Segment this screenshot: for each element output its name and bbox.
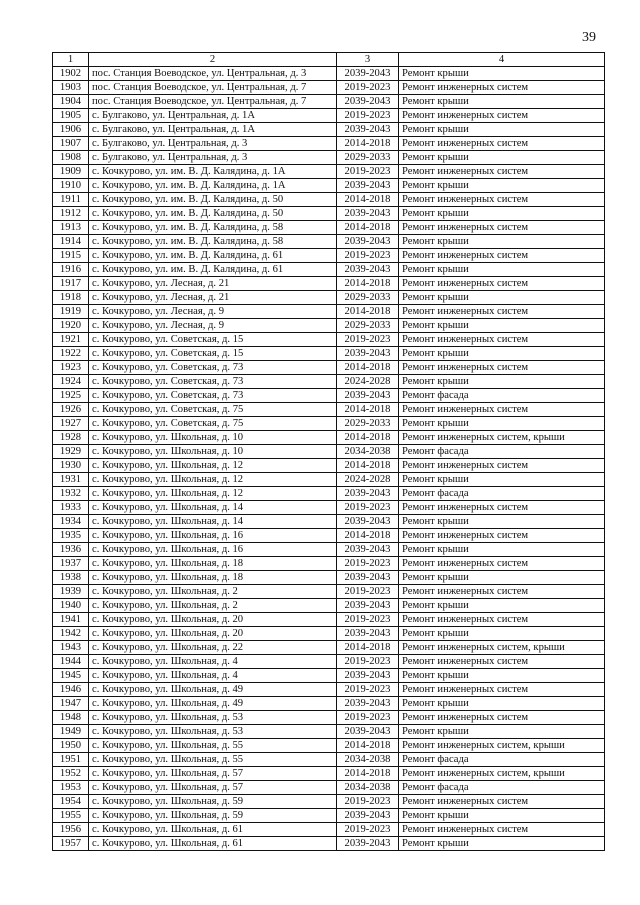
row-period: 2019-2023 [337,585,399,599]
table-row [53,291,605,305]
row-work-type: Ремонт крыши [399,627,605,641]
row-period: 2014-2018 [337,361,399,375]
row-address: пос. Станция Воеводское, ул. Центральная, д. 7 [89,81,337,95]
row-number: 1943 [53,641,89,655]
row-number: 1949 [53,725,89,739]
row-address: с. Кочкурово, ул. им. В. Д. Калядина, д. 61 [89,249,337,263]
row-period: 2039-2043 [337,697,399,711]
table-row [53,655,605,669]
row-period: 2014-2018 [337,137,399,151]
row-work-type: Ремонт крыши [399,67,605,81]
row-work-type: Ремонт крыши [399,95,605,109]
table-row [53,613,605,627]
row-address: с. Кочкурово, ул. Школьная, д. 55 [89,753,337,767]
table-row [53,389,605,403]
row-address: с. Кочкурово, ул. Лесная, д. 9 [89,305,337,319]
table-row [53,473,605,487]
row-work-type: Ремонт крыши [399,263,605,277]
row-number: 1919 [53,305,89,319]
row-number: 1936 [53,543,89,557]
table-row [53,501,605,515]
row-work-type: Ремонт инженерных систем [399,459,605,473]
header-row [53,53,605,67]
row-period: 2019-2023 [337,711,399,725]
row-address: с. Кочкурово, ул. им. В. Д. Калядина, д. 1А [89,165,337,179]
row-period: 2039-2043 [337,67,399,81]
table-row [53,627,605,641]
row-address: с. Кочкурово, ул. Школьная, д. 57 [89,781,337,795]
row-period: 2019-2023 [337,557,399,571]
row-work-type: Ремонт инженерных систем [399,655,605,669]
row-work-type: Ремонт крыши [399,599,605,613]
row-address: с. Булгаково, ул. Центральная, д. 3 [89,151,337,165]
row-work-type: Ремонт крыши [399,669,605,683]
row-number: 1951 [53,753,89,767]
row-address: с. Булгаково, ул. Центральная, д. 3 [89,137,337,151]
row-number: 1912 [53,207,89,221]
row-period: 2014-2018 [337,277,399,291]
row-address: с. Кочкурово, ул. им. В. Д. Калядина, д. 61 [89,263,337,277]
table-row [53,431,605,445]
row-address: с. Кочкурово, ул. Школьная, д. 4 [89,655,337,669]
table-row [53,375,605,389]
row-work-type: Ремонт инженерных систем [399,193,605,207]
repair-schedule-table-wrap [52,52,604,851]
row-number: 1935 [53,529,89,543]
row-period: 2014-2018 [337,739,399,753]
row-number: 1944 [53,655,89,669]
row-work-type: Ремонт инженерных систем [399,333,605,347]
row-period: 2034-2038 [337,781,399,795]
row-address: с. Кочкурово, ул. Советская, д. 73 [89,389,337,403]
table-row [53,445,605,459]
table-row [53,823,605,837]
row-number: 1934 [53,515,89,529]
repair-schedule-table [52,52,605,851]
row-work-type: Ремонт инженерных систем [399,305,605,319]
table-row [53,361,605,375]
row-address: с. Кочкурово, ул. им. В. Д. Калядина, д. 1А [89,179,337,193]
table-row [53,837,605,851]
table-row [53,263,605,277]
row-work-type: Ремонт инженерных систем [399,361,605,375]
row-address: с. Кочкурово, ул. Школьная, д. 53 [89,711,337,725]
row-period: 2014-2018 [337,193,399,207]
table-row [53,207,605,221]
row-work-type: Ремонт крыши [399,837,605,851]
table-row [53,669,605,683]
row-period: 2039-2043 [337,515,399,529]
row-address: с. Кочкурово, ул. Советская, д. 75 [89,417,337,431]
row-address: с. Кочкурово, ул. Школьная, д. 49 [89,697,337,711]
row-work-type: Ремонт крыши [399,151,605,165]
row-work-type: Ремонт крыши [399,725,605,739]
row-period: 2029-2033 [337,291,399,305]
row-number: 1947 [53,697,89,711]
row-address: с. Кочкурово, ул. им. В. Д. Калядина, д. 50 [89,207,337,221]
row-period: 2019-2023 [337,109,399,123]
row-work-type: Ремонт фасада [399,487,605,501]
row-work-type: Ремонт инженерных систем [399,683,605,697]
row-work-type: Ремонт крыши [399,375,605,389]
table-row [53,403,605,417]
page-number: 39 [582,30,596,45]
row-period: 2039-2043 [337,599,399,613]
table-row [53,221,605,235]
row-work-type: Ремонт крыши [399,473,605,487]
row-period: 2014-2018 [337,529,399,543]
row-address: с. Кочкурово, ул. Школьная, д. 59 [89,795,337,809]
row-period: 2039-2043 [337,123,399,137]
row-address: с. Кочкурово, ул. Школьная, д. 12 [89,459,337,473]
row-work-type: Ремонт крыши [399,809,605,823]
row-number: 1940 [53,599,89,613]
row-address: с. Кочкурово, ул. Школьная, д. 18 [89,571,337,585]
row-period: 2029-2033 [337,319,399,333]
row-number: 1922 [53,347,89,361]
row-number: 1930 [53,459,89,473]
row-address: с. Булгаково, ул. Центральная, д. 1А [89,109,337,123]
row-work-type: Ремонт инженерных систем, крыши [399,641,605,655]
table-row [53,781,605,795]
row-period: 2019-2023 [337,81,399,95]
row-number: 1933 [53,501,89,515]
row-number: 1917 [53,277,89,291]
row-number: 1937 [53,557,89,571]
row-address: с. Кочкурово, ул. Лесная, д. 21 [89,277,337,291]
row-work-type: Ремонт фасада [399,445,605,459]
row-number: 1952 [53,767,89,781]
row-work-type: Ремонт инженерных систем [399,165,605,179]
row-address: с. Кочкурово, ул. Школьная, д. 61 [89,837,337,851]
row-period: 2029-2033 [337,417,399,431]
row-number: 1929 [53,445,89,459]
row-work-type: Ремонт крыши [399,291,605,305]
row-period: 2024-2028 [337,473,399,487]
row-address: с. Кочкурово, ул. Школьная, д. 10 [89,431,337,445]
row-period: 2039-2043 [337,389,399,403]
row-work-type: Ремонт инженерных систем [399,221,605,235]
row-number: 1910 [53,179,89,193]
row-work-type: Ремонт инженерных систем [399,137,605,151]
table-row [53,571,605,585]
row-work-type: Ремонт крыши [399,123,605,137]
row-address: с. Кочкурово, ул. Школьная, д. 14 [89,501,337,515]
row-period: 2039-2043 [337,725,399,739]
row-period: 2039-2043 [337,571,399,585]
row-work-type: Ремонт крыши [399,515,605,529]
row-address: с. Кочкурово, ул. Школьная, д. 57 [89,767,337,781]
table-row [53,67,605,81]
row-work-type: Ремонт крыши [399,207,605,221]
row-period: 2019-2023 [337,655,399,669]
table-row [53,305,605,319]
row-address: с. Кочкурово, ул. Школьная, д. 53 [89,725,337,739]
row-period: 2019-2023 [337,823,399,837]
row-address: с. Кочкурово, ул. Советская, д. 15 [89,347,337,361]
row-number: 1955 [53,809,89,823]
table-row [53,459,605,473]
row-period: 2019-2023 [337,613,399,627]
table-row [53,319,605,333]
table-row [53,585,605,599]
table-row [53,557,605,571]
row-work-type: Ремонт инженерных систем [399,557,605,571]
row-period: 2039-2043 [337,95,399,109]
row-work-type: Ремонт крыши [399,543,605,557]
row-number: 1957 [53,837,89,851]
row-address: с. Кочкурово, ул. Школьная, д. 55 [89,739,337,753]
table-row [53,711,605,725]
table-row [53,137,605,151]
row-address: с. Кочкурово, ул. Советская, д. 73 [89,361,337,375]
row-number: 1932 [53,487,89,501]
row-number: 1908 [53,151,89,165]
row-address: с. Кочкурово, ул. Школьная, д. 14 [89,515,337,529]
row-work-type: Ремонт крыши [399,697,605,711]
row-number: 1911 [53,193,89,207]
row-address: с. Булгаково, ул. Центральная, д. 1А [89,123,337,137]
row-address: с. Кочкурово, ул. Школьная, д. 12 [89,487,337,501]
row-work-type: Ремонт инженерных систем [399,585,605,599]
row-number: 1927 [53,417,89,431]
row-address: с. Кочкурово, ул. Школьная, д. 2 [89,585,337,599]
row-number: 1956 [53,823,89,837]
table-body [53,67,605,851]
table-row [53,109,605,123]
table-row [53,249,605,263]
row-address: с. Кочкурово, ул. Школьная, д. 16 [89,543,337,557]
row-work-type: Ремонт инженерных систем [399,403,605,417]
column-header-work-type: 4 [399,53,605,67]
row-address: с. Кочкурово, ул. Советская, д. 75 [89,403,337,417]
row-work-type: Ремонт инженерных систем [399,823,605,837]
table-row [53,739,605,753]
row-work-type: Ремонт фасада [399,389,605,403]
row-number: 1905 [53,109,89,123]
row-period: 2014-2018 [337,459,399,473]
row-address: с. Кочкурово, ул. Школьная, д. 16 [89,529,337,543]
table-row [53,725,605,739]
row-address: с. Кочкурово, ул. Советская, д. 15 [89,333,337,347]
row-number: 1948 [53,711,89,725]
table-row [53,333,605,347]
row-number: 1909 [53,165,89,179]
row-period: 2019-2023 [337,249,399,263]
row-work-type: Ремонт инженерных систем [399,795,605,809]
row-number: 1914 [53,235,89,249]
row-number: 1913 [53,221,89,235]
table-row [53,809,605,823]
row-address: с. Кочкурово, ул. им. В. Д. Калядина, д. 58 [89,235,337,249]
row-period: 2019-2023 [337,683,399,697]
table-row [53,165,605,179]
row-number: 1946 [53,683,89,697]
row-work-type: Ремонт крыши [399,417,605,431]
table-row [53,599,605,613]
row-address: с. Кочкурово, ул. Школьная, д. 20 [89,627,337,641]
row-number: 1931 [53,473,89,487]
row-number: 1920 [53,319,89,333]
row-period: 2014-2018 [337,403,399,417]
column-header-address: 2 [89,53,337,67]
row-address: с. Кочкурово, ул. Школьная, д. 59 [89,809,337,823]
table-row [53,151,605,165]
table-row [53,543,605,557]
row-work-type: Ремонт фасада [399,753,605,767]
row-number: 1941 [53,613,89,627]
row-number: 1923 [53,361,89,375]
row-period: 2019-2023 [337,501,399,515]
table-row [53,179,605,193]
row-period: 2034-2038 [337,753,399,767]
row-work-type: Ремонт инженерных систем, крыши [399,431,605,445]
row-number: 1926 [53,403,89,417]
row-number: 1904 [53,95,89,109]
table-row [53,277,605,291]
row-address: с. Кочкурово, ул. Школьная, д. 10 [89,445,337,459]
table-row [53,487,605,501]
row-number: 1915 [53,249,89,263]
table-row [53,95,605,109]
row-number: 1924 [53,375,89,389]
row-period: 2019-2023 [337,795,399,809]
row-work-type: Ремонт крыши [399,347,605,361]
row-number: 1907 [53,137,89,151]
row-work-type: Ремонт инженерных систем, крыши [399,739,605,753]
row-number: 1954 [53,795,89,809]
table-header [53,53,605,67]
row-address: с. Кочкурово, ул. Лесная, д. 9 [89,319,337,333]
row-period: 2039-2043 [337,837,399,851]
row-address: с. Кочкурово, ул. Школьная, д. 12 [89,473,337,487]
table-row [53,193,605,207]
row-number: 1950 [53,739,89,753]
row-address: с. Кочкурово, ул. Школьная, д. 20 [89,613,337,627]
row-work-type: Ремонт фасада [399,781,605,795]
row-period: 2014-2018 [337,641,399,655]
row-period: 2039-2043 [337,235,399,249]
table-row [53,235,605,249]
row-period: 2034-2038 [337,445,399,459]
row-number: 1928 [53,431,89,445]
column-header-period: 3 [337,53,399,67]
row-period: 2039-2043 [337,207,399,221]
row-number: 1953 [53,781,89,795]
row-number: 1921 [53,333,89,347]
row-address: с. Кочкурово, ул. им. В. Д. Калядина, д. 58 [89,221,337,235]
table-row [53,417,605,431]
table-row [53,123,605,137]
row-number: 1906 [53,123,89,137]
row-work-type: Ремонт инженерных систем [399,249,605,263]
table-row [53,753,605,767]
row-work-type: Ремонт инженерных систем [399,501,605,515]
row-period: 2039-2043 [337,809,399,823]
table-row [53,515,605,529]
table-row [53,683,605,697]
table-row [53,767,605,781]
row-work-type: Ремонт крыши [399,235,605,249]
table-row [53,347,605,361]
row-period: 2039-2043 [337,347,399,361]
row-work-type: Ремонт инженерных систем [399,109,605,123]
row-period: 2039-2043 [337,669,399,683]
row-address: с. Кочкурово, ул. Школьная, д. 18 [89,557,337,571]
row-work-type: Ремонт крыши [399,571,605,585]
row-number: 1938 [53,571,89,585]
row-number: 1939 [53,585,89,599]
row-address: с. Кочкурово, ул. Школьная, д. 49 [89,683,337,697]
table-row [53,697,605,711]
table-row [53,81,605,95]
row-period: 2014-2018 [337,431,399,445]
table-row [53,529,605,543]
row-period: 2039-2043 [337,627,399,641]
row-address: с. Кочкурово, ул. Школьная, д. 2 [89,599,337,613]
row-number: 1918 [53,291,89,305]
row-period: 2014-2018 [337,305,399,319]
row-work-type: Ремонт инженерных систем [399,277,605,291]
row-period: 2019-2023 [337,333,399,347]
row-address: пос. Станция Воеводское, ул. Центральная, д. 7 [89,95,337,109]
row-period: 2014-2018 [337,221,399,235]
row-work-type: Ремонт инженерных систем [399,529,605,543]
row-address: пос. Станция Воеводское, ул. Центральная, д. 3 [89,67,337,81]
row-work-type: Ремонт инженерных систем [399,81,605,95]
row-work-type: Ремонт крыши [399,319,605,333]
row-period: 2039-2043 [337,263,399,277]
row-work-type: Ремонт инженерных систем, крыши [399,767,605,781]
row-address: с. Кочкурово, ул. Советская, д. 73 [89,375,337,389]
row-period: 2019-2023 [337,165,399,179]
row-address: с. Кочкурово, ул. им. В. Д. Калядина, д. 50 [89,193,337,207]
row-period: 2039-2043 [337,543,399,557]
row-number: 1942 [53,627,89,641]
table-row [53,795,605,809]
row-address: с. Кочкурово, ул. Школьная, д. 61 [89,823,337,837]
row-work-type: Ремонт крыши [399,179,605,193]
row-number: 1902 [53,67,89,81]
row-address: с. Кочкурово, ул. Школьная, д. 4 [89,669,337,683]
row-number: 1903 [53,81,89,95]
row-address: с. Кочкурово, ул. Школьная, д. 22 [89,641,337,655]
row-period: 2024-2028 [337,375,399,389]
row-work-type: Ремонт инженерных систем [399,711,605,725]
row-period: 2039-2043 [337,487,399,501]
table-row [53,641,605,655]
row-work-type: Ремонт инженерных систем [399,613,605,627]
row-number: 1945 [53,669,89,683]
row-period: 2029-2033 [337,151,399,165]
row-number: 1916 [53,263,89,277]
row-address: с. Кочкурово, ул. Лесная, д. 21 [89,291,337,305]
row-period: 2039-2043 [337,179,399,193]
row-period: 2014-2018 [337,767,399,781]
row-number: 1925 [53,389,89,403]
column-header-number: 1 [53,53,89,67]
